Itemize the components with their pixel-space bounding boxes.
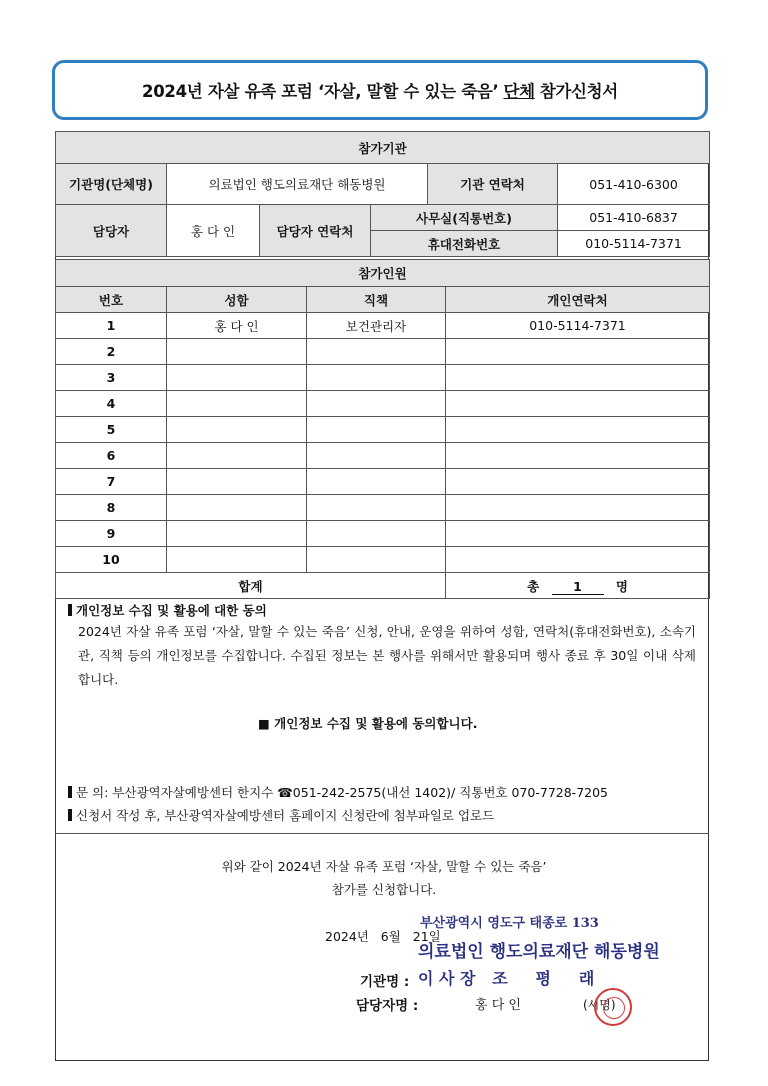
row-name[interactable]: [167, 391, 307, 417]
row-contact[interactable]: [446, 391, 710, 417]
row-contact[interactable]: [446, 443, 710, 469]
row-position[interactable]: 보건관리자: [307, 313, 446, 339]
row-position[interactable]: [307, 391, 446, 417]
row-name[interactable]: [167, 495, 307, 521]
table-row: [56, 547, 710, 573]
upload-note: 신청서 작성 후, 부산광역자살예방센터 홈페이지 신청란에 첨부파일로 업로드: [68, 806, 494, 824]
seal-stamp-icon: [594, 988, 632, 1026]
row-position[interactable]: [307, 547, 446, 573]
row-contact[interactable]: [446, 339, 710, 365]
title-post: 참가신청서: [539, 82, 618, 101]
row-number[interactable]: 2: [56, 339, 167, 365]
participants-section-header: 참가인원: [56, 260, 710, 287]
agree-checkbox-icon[interactable]: ■: [258, 716, 270, 731]
form-title: [52, 60, 708, 120]
row-contact[interactable]: [446, 365, 710, 391]
org-contact: 051-410-6300: [558, 164, 710, 205]
row-number[interactable]: 3: [56, 365, 167, 391]
closing-line1: 위와 같이 2024년 자살 유족 포럼 ‘자살, 말할 수 있는 죽음’: [221, 859, 547, 874]
application-date: 2024년 6월 21일: [325, 929, 441, 944]
row-name[interactable]: [167, 521, 307, 547]
title-underlined: 단체: [503, 82, 535, 101]
row-number[interactable]: 7: [56, 469, 167, 495]
col-header-contact: 개인연락처: [446, 287, 710, 313]
bullet-bar-icon: [68, 809, 72, 821]
row-position[interactable]: [307, 443, 446, 469]
stamp-representative: 이 사 장 조 평 래: [418, 969, 595, 988]
row-name[interactable]: [167, 547, 307, 573]
row-position[interactable]: [307, 495, 446, 521]
table-row: [56, 417, 710, 443]
row-number[interactable]: 1: [56, 313, 167, 339]
bullet-bar-icon: [68, 786, 72, 798]
total-label: 합계: [56, 573, 446, 599]
row-name[interactable]: [167, 417, 307, 443]
row-number[interactable]: 9: [56, 521, 167, 547]
office-label: 사무실(직통번호): [371, 205, 558, 231]
manager-contact-label: 담당자 연락처: [260, 205, 371, 257]
office-number: 051-410-6837: [558, 205, 710, 231]
table-row: [56, 313, 710, 339]
total-suffix: 명: [615, 578, 628, 594]
row-position[interactable]: [307, 417, 446, 443]
row-name[interactable]: [167, 339, 307, 365]
participants-table: [55, 259, 710, 599]
manager: 홍 다 인: [167, 205, 260, 257]
row-number[interactable]: 6: [56, 443, 167, 469]
manager-name-sign: 홍 다 인: [475, 998, 521, 1013]
row-position[interactable]: [307, 339, 446, 365]
privacy-heading: 개인정보 수집 및 활용에 대한 동의: [68, 601, 267, 619]
privacy-body: 2024년 자살 유족 포럼 ‘자살, 말할 수 있는 죽음’ 신청, 안내, 운영을 위하여 성함, 연락처(휴대전화번호), 소속기관, 직책 등의 개인정보를 수집합니다. 수집된 정보는 본 행사를 위해서만 활용되며 행사 종료 후 30일 이내 삭제합니다.: [78, 624, 696, 687]
closing-line2: 참가를 신청합니다.: [331, 882, 437, 897]
row-position[interactable]: [307, 469, 446, 495]
col-header-no: 번호: [56, 287, 167, 313]
org-name-label: 기관명(단체명): [56, 164, 167, 205]
row-position[interactable]: [307, 521, 446, 547]
row-name[interactable]: [167, 443, 307, 469]
org-name: 의료법인 행도의료재단 해동병원: [167, 164, 428, 205]
row-contact[interactable]: [446, 417, 710, 443]
table-row: [56, 521, 710, 547]
table-row: [56, 495, 710, 521]
mobile-number: 010-5114-7371: [558, 231, 710, 257]
divider: [55, 833, 709, 834]
mobile-label: 휴대전화번호: [371, 231, 558, 257]
table-row: [56, 443, 710, 469]
inquiry-note: 문 의: 부산광역자살예방센터 한지수 ☎051-242-2575(내선 1402)/ 직통번호 070-7728-7205: [68, 783, 608, 801]
row-number[interactable]: 8: [56, 495, 167, 521]
title-pre: 2024년 자살 유족 포럼 ‘자살, 말할 수 있는 죽음’: [142, 82, 499, 101]
signature-label: (서명): [583, 998, 616, 1012]
total-count-cell: [446, 573, 710, 599]
row-name[interactable]: 홍 다 인: [167, 313, 307, 339]
bullet-bar-icon: [68, 604, 72, 616]
org-contact-label: 기관 연락처: [428, 164, 558, 205]
row-contact[interactable]: 010-5114-7371: [446, 313, 710, 339]
row-position[interactable]: [307, 365, 446, 391]
col-header-name: 성함: [167, 287, 307, 313]
row-number[interactable]: 10: [56, 547, 167, 573]
row-number[interactable]: 4: [56, 391, 167, 417]
col-header-position: 직책: [307, 287, 446, 313]
row-name[interactable]: [167, 469, 307, 495]
total-prefix: 총: [527, 578, 540, 594]
row-contact[interactable]: [446, 521, 710, 547]
row-name[interactable]: [167, 365, 307, 391]
manager-label: 담당자: [56, 205, 167, 257]
row-contact[interactable]: [446, 469, 710, 495]
table-row: [56, 365, 710, 391]
row-contact[interactable]: [446, 547, 710, 573]
table-row: [56, 469, 710, 495]
org-label-sign: 기관명 :: [360, 974, 410, 990]
privacy-agree[interactable]: ■ 개인정보 수집 및 활용에 동의합니다.: [258, 716, 478, 731]
table-row: [56, 391, 710, 417]
row-number[interactable]: 5: [56, 417, 167, 443]
row-contact[interactable]: [446, 495, 710, 521]
stamp-org: 의료법인 행도의료재단 해동병원: [418, 942, 660, 962]
org-table: [55, 131, 710, 257]
total-count: 1: [552, 579, 604, 595]
manager-label-sign: 담당자명 :: [356, 998, 419, 1014]
table-row: [56, 339, 710, 365]
org-section-header: 참가기관: [56, 132, 710, 164]
stamp-address: 부산광역시 영도구 태종로 133: [420, 916, 599, 931]
